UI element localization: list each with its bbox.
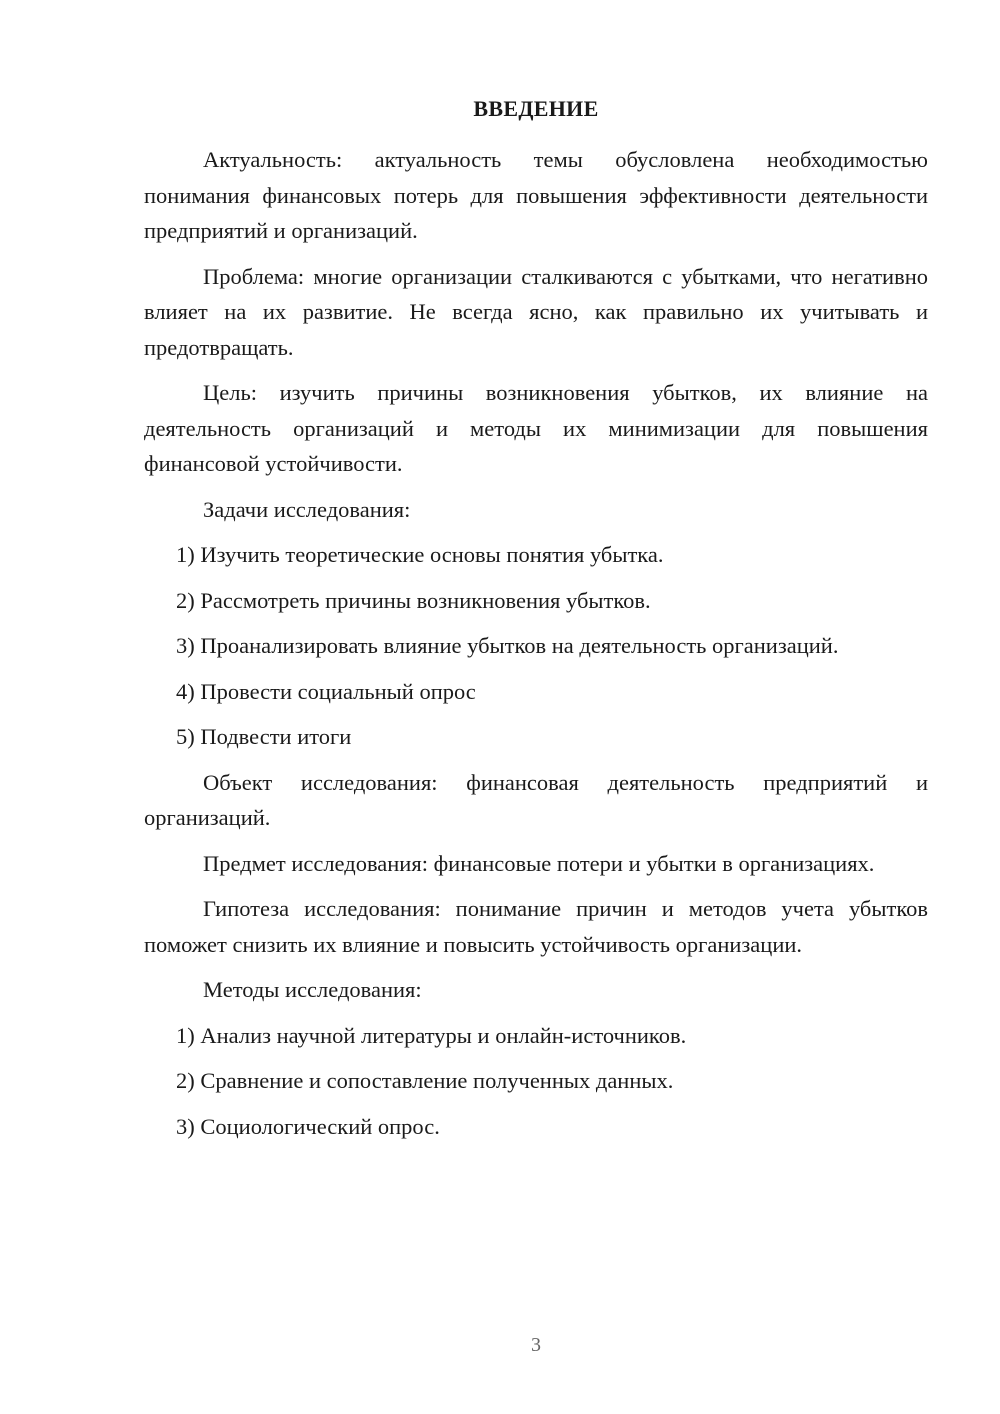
relevance-paragraph: Актуальность: актуальность темы обусловлена необходимостью понимания финансовых потерь для повышения эффективности деятельности предприятий и организаций. [144,147,928,243]
task-item-2: 2) Рассмотреть причины возникновения убытков. [176,587,651,613]
document-body [144,142,928,1154]
method-item-1: 1) Анализ научной литературы и онлайн-источников. [176,1022,687,1048]
method-item-2: 2) Сравнение и сопоставление полученных данных. [176,1068,674,1093]
method-item-3: 3) Социологический опрос. [176,1113,440,1139]
subject-paragraph: Предмет исследования: финансовые потери и убытки в организациях. [203,850,875,876]
task-item-4: 4) Провести социальный опрос [176,678,476,704]
tasks-heading: Задачи исследования: [203,496,411,522]
goal-paragraph: Цель: изучить причины возникновения убытков, их влияние на деятельность организаций и методы их минимизации для повышения финансовой устойчивости. [144,380,928,476]
problem-paragraph: Проблема: многие организации сталкиваются с убытками, что негативно влияет на их развитие. Не всегда ясно, как правильно их учитывать и предотвращать. [144,263,928,360]
task-item-3: 3) Проанализировать влияние убытков на деятельность организаций. [176,633,839,658]
object-paragraph: Объект исследования: финансовая деятельность предприятий и организаций. [144,769,928,830]
methods-heading: Методы исследования: [203,977,422,1002]
task-item-5: 5) Подвести итоги [176,724,352,749]
page-title: ВВЕДЕНИЕ [473,96,599,121]
page-number: 3 [531,1334,541,1356]
hypothesis-paragraph: Гипотеза исследования: понимание причин и методов учета убытков поможет снизить их влияние и повысить устойчивость организации. [144,896,928,957]
task-item-1: 1) Изучить теоретические основы понятия убытка. [176,542,664,567]
